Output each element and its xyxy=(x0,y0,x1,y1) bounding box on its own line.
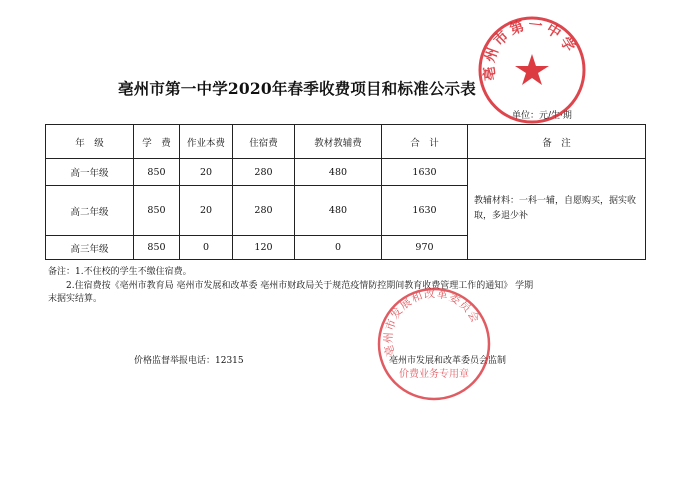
cell-remark: 教辅材料：一科一辅，自愿购买，据实收取，多退少补 xyxy=(468,159,646,260)
header-grade: 年 级 xyxy=(46,125,134,159)
table-header-row xyxy=(46,125,646,159)
cell-materials: 0 xyxy=(295,236,382,260)
seal-top-text: 亳州市第一中学 xyxy=(481,17,580,82)
header-tuition: 学 费 xyxy=(134,125,180,159)
cell-dorm: 120 xyxy=(233,236,295,260)
school-seal xyxy=(476,14,588,126)
hotline-text: 价格监督举报电话：12315 xyxy=(134,356,244,366)
cell-materials: 480 xyxy=(295,159,382,186)
cell-workbook: 20 xyxy=(180,186,233,236)
cell-grade: 高一年级 xyxy=(46,159,134,186)
cell-dorm: 280 xyxy=(233,186,295,236)
government-seal xyxy=(375,285,493,403)
table-row xyxy=(46,159,646,186)
cell-tuition: 850 xyxy=(134,186,180,236)
cell-total: 1630 xyxy=(382,159,468,186)
seal-bottom-text: 亳州市发展和改革委员会 xyxy=(381,287,483,358)
fee-table xyxy=(45,124,646,260)
note-line-2: 2.住宿费按《亳州市教育局 亳州市发展和改革委 亳州市财政局关于规范疫情防控期间教育收费管理工作的通知》 学期 xyxy=(66,280,534,291)
cell-dorm: 280 xyxy=(233,159,295,186)
notes-block xyxy=(48,266,608,307)
cell-total: 970 xyxy=(382,236,468,260)
cell-grade: 高三年级 xyxy=(46,236,134,260)
cell-tuition: 850 xyxy=(134,159,180,186)
note-line-3: 末据实结算。 xyxy=(48,294,103,304)
header-remark: 备 注 xyxy=(468,125,646,159)
header-total: 合 计 xyxy=(382,125,468,159)
seal-bottom-subtext: 价费业务专用章 xyxy=(399,369,469,380)
header-dorm: 住宿费 xyxy=(233,125,295,159)
svg-text:亳州市发展和改革委员会 xyxy=(381,286,483,358)
cell-total: 1630 xyxy=(382,186,468,236)
header-materials: 教材教辅费 xyxy=(295,125,382,159)
supervisor-text: 亳州市发展和改革委员会监制 xyxy=(389,356,507,366)
cell-materials: 480 xyxy=(295,186,382,236)
unit-label: 单位：元/生·期 xyxy=(512,111,572,121)
header-workbook: 作业本费 xyxy=(180,125,233,159)
cell-grade: 高二年级 xyxy=(46,186,134,236)
note-line-1: 备注：1.不住校的学生不缴住宿费。 xyxy=(48,267,192,277)
cell-workbook: 20 xyxy=(180,159,233,186)
seal-star-icon xyxy=(515,54,549,85)
cell-workbook: 0 xyxy=(180,236,233,260)
document-title: 亳州市第一中学2020年春季收费项目和标准公示表 xyxy=(118,79,476,98)
cell-tuition: 850 xyxy=(134,236,180,260)
